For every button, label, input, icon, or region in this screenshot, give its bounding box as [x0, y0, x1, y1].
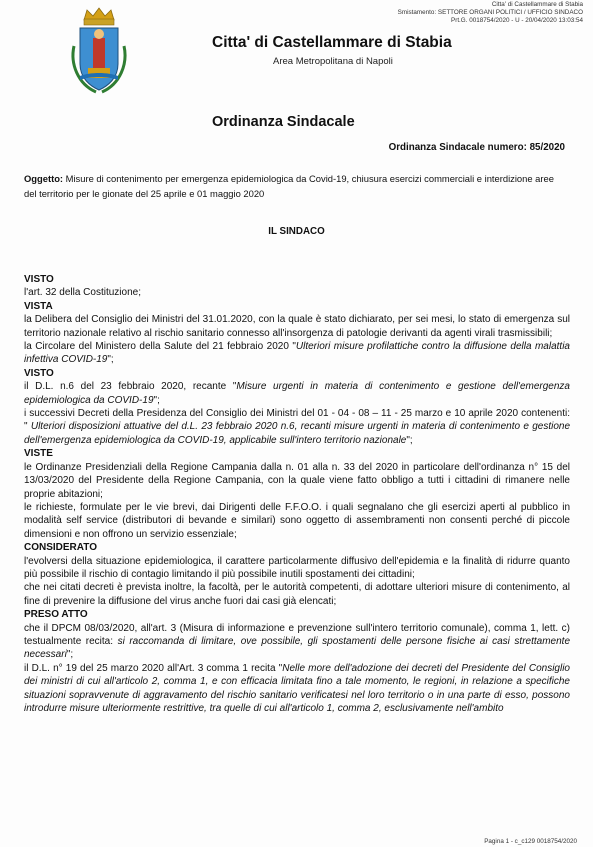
paragraph: [24, 380, 570, 407]
italic-text-run: Misure urgenti in materia di contenimento e gestione dell'emergenza epidemiologica da COVID-19: [24, 381, 570, 406]
italic-text-run: si raccomanda di limitare, ove possibile, gli spostamenti delle persone fisiche ai casi strettamente necessari: [24, 635, 571, 661]
heading-considerato: CONSIDERATO: [24, 542, 97, 554]
city-name: Citta' di Castellammare di Stabia: [212, 34, 452, 51]
italic-text-run: Ulteriori disposizioni attuative del d.L. 23 febbraio 2020 n.6, recanti misure urgenti in materia di contenimento e gestione dell'emergenza epidemiologica da COVID-19, applicabile sull'intero territorio nazionale: [24, 421, 571, 446]
paragraph: [24, 340, 570, 367]
protocol-stamp: [398, 1, 583, 25]
heading-viste: VISTE: [24, 448, 53, 460]
text-run: ";: [153, 394, 160, 406]
text-run: la Circolare del Ministero della Salute del 21 febbraio 2020 ": [24, 341, 296, 353]
heading-vista: VISTA: [24, 300, 53, 312]
heading-visto: VISTO: [24, 274, 54, 285]
text-run: che il DPCM 08/03/2020, all'art. 3 (Misura di informazione e prevenzione sull'intero territorio comunale), comma 1, lett. c) testualmente recita:: [24, 622, 570, 647]
italic-text-run: Nelle more dell'adozione dei decreti del Presidente del Consiglio dei ministri di cui all'articolo 2, comma 1, e con efficacia limitata fino a tale momento, le regioni, in relazione a specifiche situazioni sopravvenute di aggravamento del rischio sanitario verificatesi nel loro territorio o in una parte di esso, possono introdurre misure ulteriormente restrittive, tra quelle di cui all'articolo 1, comma 2, esclusivamente nell'ambito: [24, 662, 570, 714]
heading-preso-atto: PRESO ATTO: [24, 609, 88, 621]
stamp-line-2: Smistamento: SETTORE ORGANI POLITICI / UFFICIO SINDACO: [397, 9, 583, 16]
paragraph: le richieste, formulate per le vie brevi, dai Dirigenti delle F.F.O.O. i quali segnalano che gli esercizi aperti al pubblico in modalità self service (distributori di bevande e similari) sono oggetto di assembramenti non consenti perché di piccole dimensioni e non offrono un servizio essenziale;: [24, 501, 570, 540]
mayor-heading: IL SINDACO: [268, 226, 325, 237]
text-run: ";: [406, 434, 413, 446]
text-run: i successivi Decreti della Presidenza del Consiglio dei Ministri del 01 - 04 - 08 – 11 - 25 marzo e 10 aprile 2020 contenenti: ": [24, 408, 570, 433]
subject-text: Misure di contenimento per emergenza epidemiologica da Covid-19, chiusura esercizi commerciali e interdizione aree del territorio per le gionate del 25 aprile e 01 maggio 2020: [24, 173, 554, 199]
stamp-line-1: Citta' di Castellammare di Stabia: [491, 1, 583, 8]
text-run: il D.L. n.6 del 23 febbraio 2020, recante ": [24, 381, 237, 393]
paragraph: l'art. 32 della Costituzione;: [24, 287, 141, 299]
ordinance-title: Ordinanza Sindacale: [212, 114, 355, 130]
paragraph: [24, 622, 570, 662]
paragraph: la Delibera del Consiglio dei Ministri del 31.01.2020, con la quale è stato dichiarato, per sei mesi, lo stato di emergenza sul territorio nazionale relativo al rischio sanitario connesso all'insorgenza di patologie derivanti da agenti virali trasmissibili;: [24, 314, 570, 339]
city-coat-of-arms-icon: [66, 6, 132, 98]
paragraph: [24, 662, 570, 716]
text-run: il D.L. n° 19 del 25 marzo 2020 all'Art. 3 comma 1 recita ": [24, 662, 283, 674]
paragraph: [24, 407, 570, 447]
text-run: ";: [66, 649, 74, 661]
subject-label: Oggetto:: [24, 173, 64, 184]
metropolitan-area: Area Metropolitana di Napoli: [273, 56, 393, 67]
heading-visto: VISTO: [24, 367, 54, 379]
paragraph: l'evolversi della situazione epidemiologica, il carattere particolarmente diffusivo dell'epidemia e la finalità di ridurre quanto più possibile il rischio di contagio limitando il più possibile inutili spostamenti dei cittadini;: [24, 555, 570, 580]
paragraph: che nei citati decreti è prevista inoltre, la facoltà, per le autorità competenti, di adottare ulteriori misure di contenimento, al fine di prevenire la diffusione del virus anche fuori dai casi già elencati;: [24, 582, 570, 607]
stamp-line-3: Prt.G. 0018754/2020 - U - 20/04/2020 13:03:54: [451, 17, 583, 24]
ordinance-number: Ordinanza Sindacale numero: 85/2020: [388, 142, 565, 153]
document-body: [24, 273, 570, 715]
italic-text-run: Ulteriori misure profilattiche contro la diffusione della malattia infettiva COVID-19: [24, 341, 570, 366]
text-run: ";: [107, 354, 114, 366]
paragraph: le Ordinanze Presidenziali della Regione Campania dalla n. 01 alla n. 33 del 2020 in particolare dell'ordinanza n° 15 del 13/03/2020 del Presidente della Regione Campania, con la quale viene fatto obbligo a tutti i cittadini di rimanere nelle proprie abitazioni;: [24, 461, 570, 500]
subject-paragraph: [24, 171, 569, 201]
page-footer: Pagina 1 - c_c129 0018754/2020: [484, 838, 577, 845]
